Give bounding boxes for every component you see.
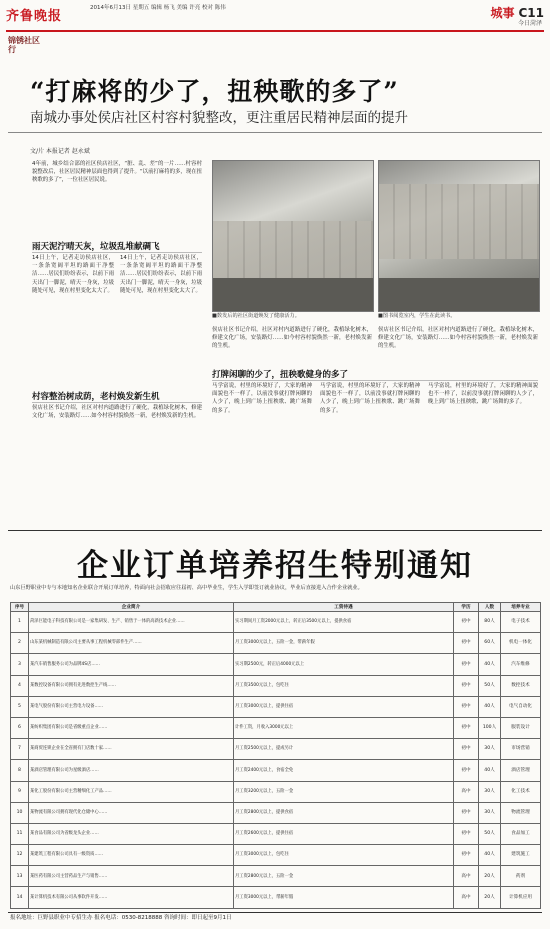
table-cell: 化工技术	[501, 781, 541, 802]
table-cell: 月工资2400元以上，食宿全免	[234, 760, 454, 781]
table-cell: 某建筑工程有限公司具有一级资质……	[29, 845, 234, 866]
table-row	[11, 717, 541, 738]
table-cell: 食品加工	[501, 823, 541, 844]
table-cell: 月工资3000元以上，五险一金，带薪年假	[234, 633, 454, 654]
table-cell: 5	[11, 696, 29, 717]
table-cell: 初中	[454, 802, 479, 823]
section3-title: 打牌闲聊的少了，扭秧歌健身的多了	[212, 368, 538, 381]
table-cell: 某商贸连锁企业在全省拥有门店数十家……	[29, 739, 234, 760]
table-cell: 高中	[454, 866, 479, 887]
table-cell: 月工资2500元以上，提成另计	[234, 739, 454, 760]
table-cell: 初中	[454, 717, 479, 738]
article-lead: 4年前，城乡结合部的社区侯店社区，“脏、乱、差”的一片……村容村貌整改后，社区居民精神层面也得到了提升。“以前打麻将的多，现在扭秧歌的多了”，一位社区居民说。	[32, 161, 202, 184]
table-cell: 某医药有限公司主营药品生产与销售……	[29, 866, 234, 887]
table-cell: 市场营销	[501, 739, 541, 760]
newspaper-logo: 齐鲁晚报	[6, 9, 63, 24]
table-cell: 初中	[454, 654, 479, 675]
table-cell: 80人	[479, 612, 501, 633]
table-cell: 初中	[454, 823, 479, 844]
table-cell: 40人	[479, 654, 501, 675]
table-cell: 初中	[454, 696, 479, 717]
table-cell: 服装设计	[501, 717, 541, 738]
table-cell: 山东某机械制造有限公司主要从事工程机械零部件生产……	[29, 633, 234, 654]
table-cell: 月工资2600元以上，提供住宿	[234, 823, 454, 844]
table-cell: 高中	[454, 887, 479, 908]
table-row	[11, 887, 541, 908]
table-cell: 实习期间月工资2000元以上，转正后3500元以上，提供食宿	[234, 612, 454, 633]
table-cell: 13	[11, 866, 29, 887]
table-cell: 100人	[479, 717, 501, 738]
middle-text: 侯店社区书记介绍，社区对村内道路进行了硬化，栽植绿化树木，修建文化广场，安装路灯……如今村容村貌焕然一新，老村焕发新的生机。	[212, 327, 372, 350]
table-cell: 初中	[454, 739, 479, 760]
header-cell: 培养专业	[501, 603, 541, 612]
right-text: 侯店社区书记介绍，社区对村内道路进行了硬化，栽植绿化树木，修建文化广场，安装路灯……如今村容村貌焕然一新，老村焕发新的生机。	[378, 327, 538, 350]
table-cell: 某汽车销售服务公司为品牌4S店……	[29, 654, 234, 675]
table-cell: 40人	[479, 845, 501, 866]
ad-bottom-rule	[8, 912, 542, 913]
table-cell: 月工资2800元以上，提供食宿	[234, 802, 454, 823]
edition-name: 城事	[490, 6, 515, 20]
header-cell: 人数	[479, 603, 501, 612]
table-cell: 2	[11, 633, 29, 654]
section1-body-cont: 14日上午，记者走访侯店社区，一条条宽阔平坦的路面干净整洁……居民们纷纷表示，以前下雨天出门一脚泥，晴天一身灰，垃圾随处可见，现在村里变化太大了。	[120, 255, 202, 294]
article-headline: “打麻将的少了，扭秧歌的多了”	[30, 77, 399, 106]
table-cell: 某酒店管理有限公司为星级酒店……	[29, 760, 234, 781]
photo-caption-2: ■图书阅览室内，学生在此读书。	[378, 313, 456, 319]
table-row	[11, 654, 541, 675]
table-row	[11, 760, 541, 781]
table-row	[11, 845, 541, 866]
table-cell: 建筑施工	[501, 845, 541, 866]
table-cell: 12	[11, 845, 29, 866]
table-cell: 3	[11, 654, 29, 675]
table-cell: 30人	[479, 802, 501, 823]
table-row	[11, 696, 541, 717]
table-header-row	[11, 603, 541, 612]
table-cell: 11	[11, 823, 29, 844]
table-cell: 某纺织集团有限公司是省级重点企业……	[29, 717, 234, 738]
byline: 文/片 本报记者 赵永斌	[30, 148, 90, 155]
table-cell: 某化工股份有限公司主营精细化工产品……	[29, 781, 234, 802]
table-cell: 某数控设备有限公司拥有先进数控生产线……	[29, 675, 234, 696]
table-cell: 汽车维修	[501, 654, 541, 675]
table-cell: 机电一体化	[501, 633, 541, 654]
header-cell: 序号	[11, 603, 29, 612]
table-cell: 电子技术	[501, 612, 541, 633]
ad-intro: 山东巨野职业中专与本地知名企业联合开展订单培养，特面向社会招收应往届初、高中毕业生，学生入学即签订就业协议，毕业后直接进入合作企业就业。	[10, 585, 363, 591]
table-cell: 初中	[454, 845, 479, 866]
table-cell: 6	[11, 717, 29, 738]
table-cell: 某计算机技术有限公司从事软件开发……	[29, 887, 234, 908]
table-cell: 40人	[479, 696, 501, 717]
table-cell: 60人	[479, 633, 501, 654]
table-cell: 50人	[479, 675, 501, 696]
table-cell: 8	[11, 760, 29, 781]
article-subhead: 南城办事处侯店社区村容村貌整改，更注重居民精神层面的提升	[30, 110, 408, 126]
table-cell: 20人	[479, 866, 501, 887]
section2-body: 侯店社区书记介绍，社区对村内道路进行了硬化，栽植绿化树木，修建文化广场，安装路灯……如今村容村貌焕然一新，老村焕发新的生机。	[32, 405, 202, 420]
table-cell: 酒店管理	[501, 760, 541, 781]
table-cell: 月工资2800元以上，五险一金	[234, 866, 454, 887]
photo-caption-1: ■数发后的社区街道焕发了健康活力。	[212, 313, 300, 319]
table-cell: 计算机应用	[501, 887, 541, 908]
table-cell: 某电气股份有限公司主营电力设备……	[29, 696, 234, 717]
table-cell: 9	[11, 781, 29, 802]
section3-body-cont: 马学富说，村里的环境好了，大家的精神面貌也不一样了，以前没事就打牌闲聊的人少了，晚上到广场上扭秧歌、跳广场舞的多了。	[320, 383, 420, 414]
table-cell: 7	[11, 739, 29, 760]
section1-title: 雨天泥泞晴天灰，垃圾乱堆献碉飞	[32, 240, 202, 253]
table-cell: 初中	[454, 675, 479, 696]
table-cell: 30人	[479, 739, 501, 760]
table-cell: 50人	[479, 823, 501, 844]
table-cell: 14	[11, 887, 29, 908]
table-cell: 初中	[454, 760, 479, 781]
table-cell: 1	[11, 612, 29, 633]
section2-title: 村容整治树成荫，老村焕发新生机	[32, 390, 202, 403]
table-cell: 4	[11, 675, 29, 696]
section3-body-end: 马学富说，村里的环境好了，大家的精神面貌也不一样了，以前没事就打牌闲聊的人少了，晚上到广场上扭秧歌、跳广场舞的多了。	[428, 383, 538, 406]
table-cell: 实习期2500元，转正后4000元以上	[234, 654, 454, 675]
table-cell: 某食品有限公司为省级龙头企业……	[29, 823, 234, 844]
table-cell: 初中	[454, 612, 479, 633]
table-cell: 菏泽巨能电子科技有限公司是一家集研发、生产、销售于一体的高新技术企业……	[29, 612, 234, 633]
table-cell: 月工资3000元以上，包吃住	[234, 845, 454, 866]
table-cell: 月工资3200元以上，五险一金	[234, 781, 454, 802]
table-row	[11, 675, 541, 696]
table-cell: 月工资3000元以上，提供住宿	[234, 696, 454, 717]
edition-sub: 今日菏泽	[517, 20, 542, 27]
ad-footer: 报名地址：巨野县职业中专招生办 报名电话：0530-8218888 咨询时间：即日起至9月1日	[10, 915, 232, 921]
header-cell: 学历	[454, 603, 479, 612]
table-cell: 30人	[479, 781, 501, 802]
table-cell: 初中	[454, 633, 479, 654]
header-cell: 企业简介	[29, 603, 234, 612]
street-photo	[212, 160, 374, 312]
table-cell: 药剂	[501, 866, 541, 887]
table-cell: 月工资3500元以上，包吃住	[234, 675, 454, 696]
section3-body: 马学富说，村里的环境好了，大家的精神面貌也不一样了，以前没事就打牌闲聊的人少了，晚上到广场上扭秧歌、跳广场舞的多了。	[212, 383, 312, 414]
table-cell: 10	[11, 802, 29, 823]
table-row	[11, 823, 541, 844]
section1-body: 14日上午，记者走访侯店社区，一条条宽阔平坦的路面干净整洁……居民们纷纷表示，以前下雨天出门一脚泥，晴天一身灰，垃圾随处可见，现在村里变化太大了。	[32, 255, 114, 294]
table-cell: 数控技术	[501, 675, 541, 696]
table-row	[11, 781, 541, 802]
table-cell: 物流管理	[501, 802, 541, 823]
divider	[8, 132, 542, 133]
jobs-table	[10, 602, 541, 909]
table-cell: 高中	[454, 781, 479, 802]
table-row	[11, 739, 541, 760]
ad-top-rule	[8, 530, 542, 531]
table-row	[11, 802, 541, 823]
table-cell: 40人	[479, 760, 501, 781]
table-row	[11, 612, 541, 633]
table-row	[11, 866, 541, 887]
page-number: C11	[518, 6, 544, 20]
section-tag: 锦锈社区行	[8, 36, 40, 54]
table-row	[11, 633, 541, 654]
reading-room-photo	[378, 160, 540, 312]
table-cell: 20人	[479, 887, 501, 908]
dateline: 2014年6月13日 星期五 编辑 杨飞 美编 许亮 校对 陈伟	[90, 5, 226, 11]
header-cell: 工资待遇	[234, 603, 454, 612]
table-cell: 某物流有限公司拥有现代化仓储中心……	[29, 802, 234, 823]
ad-title: 企业订单培养招生特别通知	[77, 548, 473, 584]
table-cell: 计件工资，月收入3000元以上	[234, 717, 454, 738]
header-rule	[6, 30, 544, 32]
table-cell: 电气自动化	[501, 696, 541, 717]
table-cell: 月工资3000元以上，带薪年假	[234, 887, 454, 908]
